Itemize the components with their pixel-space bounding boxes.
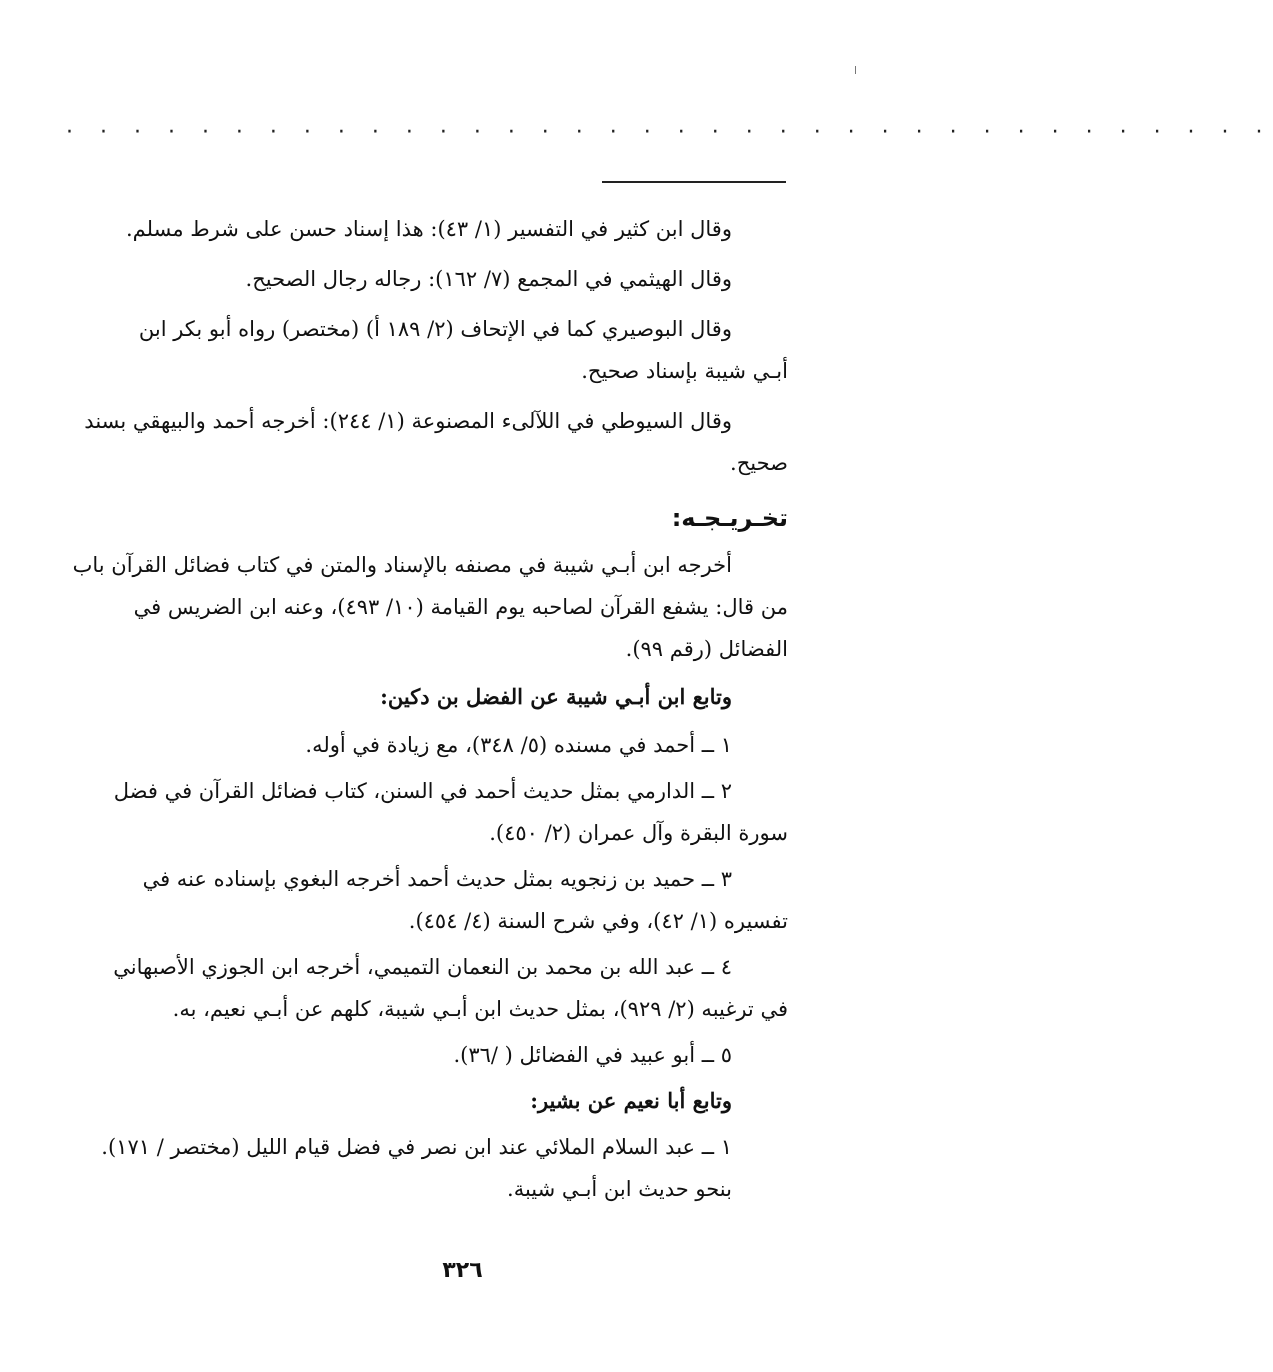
item-line: تفسيره (١/ ٤٢)، وفي شرح السنة (٤/ ٤٥٤).	[408, 909, 788, 933]
item-line: ١ ــ عبد السلام الملائي عند ابن نصر في فضل قيام الليل (مختصر / ١٧١).	[101, 1135, 732, 1159]
follow1-item-3	[66, 858, 788, 942]
footnote-rule	[602, 181, 786, 183]
dotted-separator: · · · · · · · · · · · · · · · · · · · · · · · · · · · · · · · · · · · ·	[66, 120, 1273, 145]
item-line: ١ ــ أحمد في مسنده (٥/ ٣٤٨)، مع زيادة في أوله.	[305, 733, 732, 757]
follow1-title: وتابع ابن أبـي شيبة عن الفضل بن دكين:	[380, 684, 732, 709]
follow1-item-1	[66, 724, 788, 766]
footnote-busiri	[66, 308, 788, 392]
takhrij-line: الفضائل (رقم ٩٩).	[625, 637, 788, 661]
page-number: ٣٢٦	[442, 1258, 483, 1283]
footnote-line: وقال الهيثمي في المجمع (٧/ ١٦٢): رجاله رجال الصحيح.	[245, 267, 732, 291]
item-line: ٢ ــ الدارمي بمثل حديث أحمد في السنن، كتاب فضائل القرآن في فضل	[113, 779, 732, 803]
footnote-line: أبـي شيبة بإسناد صحيح.	[581, 359, 788, 383]
scan-mark	[855, 66, 856, 74]
section-heading-takhrij: تخـريـجـه:	[671, 504, 788, 532]
item-line: ٤ ــ عبد الله بن محمد بن النعمان التميمي، أخرجه ابن الجوزي الأصبهاني	[113, 955, 732, 979]
footnote-suyuti	[66, 400, 788, 484]
footnote-ibn-kathir	[66, 208, 788, 250]
item-line: ٣ ــ حميد بن زنجويه بمثل حديث أحمد أخرجه البغوي بإسناده عنه في	[142, 867, 732, 891]
item-line: سورة البقرة وآل عمران (٢/ ٤٥٠).	[489, 821, 788, 845]
footnote-line: وقال السيوطي في اللآلىء المصنوعة (١/ ٢٤٤): أخرجه أحمد والبيهقي بسند	[84, 409, 732, 433]
footnote-haythami	[66, 258, 788, 300]
footnotes-block	[66, 208, 788, 484]
footnote-line: وقال ابن كثير في التفسير (١/ ٤٣): هذا إسناد حسن على شرط مسلم.	[126, 217, 732, 241]
follow2-title: وتابع أبا نعيم عن بشير:	[530, 1088, 732, 1113]
footnote-line: وقال البوصيري كما في الإتحاف (٢/ ١٨٩ أ) (مختصر) رواه أبو بكر ابن	[138, 317, 732, 341]
takhrij-line: من قال: يشفع القرآن لصاحبه يوم القيامة (١٠/ ٤٩٣)، وعنه ابن الضريس في	[133, 595, 788, 619]
item-line: في ترغيبه (٢/ ٩٢٩)، بمثل حديث ابن أبـي شيبة، كلهم عن أبـي نعيم، به.	[172, 997, 788, 1021]
footnote-line: صحيح.	[730, 451, 788, 475]
follow2-item-1	[66, 1126, 788, 1210]
item-line: ٥ ــ أبو عبيد في الفضائل ( /٣٦).	[453, 1043, 732, 1067]
follow1-item-2	[66, 770, 788, 854]
follow1-item-4	[66, 946, 788, 1030]
takhrij-line: أخرجه ابن أبـي شيبة في مصنفه بالإسناد والمتن في كتاب فضائل القرآن باب	[72, 553, 732, 577]
follow1-item-5	[66, 1034, 788, 1076]
takhrij-intro	[66, 544, 788, 670]
takhrij-block	[66, 544, 788, 1210]
item-line: بنحو حديث ابن أبـي شيبة.	[507, 1177, 732, 1201]
